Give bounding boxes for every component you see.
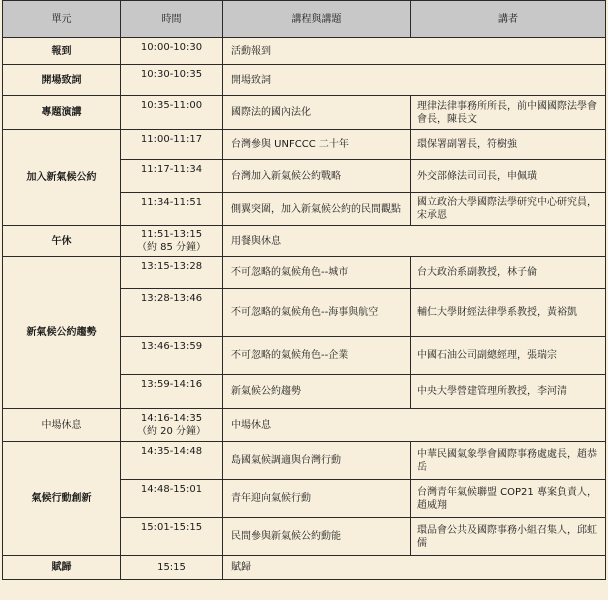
time-cell: 11:34-11:51 [121, 193, 223, 226]
speaker-cell: 環品會公共及國際事務小組召集人，邱虹儒 [411, 518, 606, 556]
unit-cell: 開場致詞 [3, 65, 121, 96]
table-row [3, 96, 606, 130]
topic-cell: 青年迎向氣候行動 [223, 480, 411, 518]
unit-cell: 報到 [3, 38, 121, 65]
time-cell: 13:59-14:16 [121, 375, 223, 409]
header-time: 時間 [121, 1, 223, 38]
topic-cell: 島國氣候調適與台灣行動 [223, 442, 411, 480]
speaker-cell: 中央大學營建管理所教授，李河清 [411, 375, 606, 409]
time-cell: 13:46-13:59 [121, 337, 223, 375]
time-cell: 10:35-11:00 [121, 96, 223, 130]
topic-cell: 不可忽略的氣候角色--海事與航空 [223, 289, 411, 337]
time-cell: 13:15-13:28 [121, 257, 223, 289]
topic-cell: 中場休息 [223, 409, 606, 442]
speaker-cell: 國立政治大學國際法學研究中心研究員，宋承恩 [411, 193, 606, 226]
table-row [3, 442, 606, 480]
topic-cell: 開場致詞 [223, 65, 606, 96]
speaker-cell: 外交部條法司司長，申佩璜 [411, 160, 606, 193]
header-unit: 單元 [3, 1, 121, 38]
topic-cell: 活動報到 [223, 38, 606, 65]
unit-cell: 午休 [3, 226, 121, 257]
topic-cell: 台灣加入新氣候公約戰略 [223, 160, 411, 193]
topic-cell: 側翼突圍，加入新氣候公約的民間觀點 [223, 193, 411, 226]
table-row [3, 409, 606, 442]
time-cell: 14:35-14:48 [121, 442, 223, 480]
table-row [3, 130, 606, 160]
table-row [3, 65, 606, 96]
time-cell: 10:30-10:35 [121, 65, 223, 96]
topic-cell: 台灣參與 UNFCCC 二十年 [223, 130, 411, 160]
topic-cell: 賦歸 [223, 556, 606, 580]
time-cell: 11:00-11:17 [121, 130, 223, 160]
speaker-cell: 中華民國氣象學會國際事務處處長，趙恭岳 [411, 442, 606, 480]
unit-cell: 賦歸 [3, 556, 121, 580]
time-cell: 10:00-10:30 [121, 38, 223, 65]
time-cell: 13:28-13:46 [121, 289, 223, 337]
header-speaker: 講者 [411, 1, 606, 38]
unit-cell: 氣候行動創新 [3, 442, 121, 556]
speaker-cell: 台大政治系副教授，林子倫 [411, 257, 606, 289]
time-cell: 15:01-15:15 [121, 518, 223, 556]
speaker-cell: 理律法律事務所所長，前中國國際法學會會長，陳長文 [411, 96, 606, 130]
time-duration-note: （約 20 分鐘） [136, 426, 207, 437]
speaker-cell: 台灣青年氣候聯盟 COP21 專案負責人，趙威翔 [411, 480, 606, 518]
time-cell: 15:15 [121, 556, 223, 580]
unit-cell: 新氣候公約趨勢 [3, 257, 121, 409]
time-range: 14:16-14:35 [140, 413, 203, 424]
unit-cell: 中場休息 [3, 409, 121, 442]
table-row [3, 257, 606, 289]
speaker-cell: 環保署副署長，符樹強 [411, 130, 606, 160]
time-duration-note: （約 85 分鐘） [136, 242, 207, 253]
speaker-cell: 中國石油公司副總經理，張瑞宗 [411, 337, 606, 375]
table-row [3, 556, 606, 580]
agenda-table [2, 0, 606, 580]
time-cell: 11:17-11:34 [121, 160, 223, 193]
topic-cell: 用餐與休息 [223, 226, 606, 257]
topic-cell: 新氣候公約趨勢 [223, 375, 411, 409]
topic-cell: 不可忽略的氣候角色--企業 [223, 337, 411, 375]
unit-cell: 加入新氣候公約 [3, 130, 121, 226]
header-row [3, 1, 606, 38]
speaker-cell: 輔仁大學財經法律學系教授，黃裕凱 [411, 289, 606, 337]
unit-cell: 專題演講 [3, 96, 121, 130]
time-cell [121, 409, 223, 442]
time-cell: 14:48-15:01 [121, 480, 223, 518]
time-range: 11:51-13:15 [140, 229, 203, 240]
header-topic: 講程與講題 [223, 1, 411, 38]
table-row [3, 38, 606, 65]
time-cell [121, 226, 223, 257]
topic-cell: 不可忽略的氣候角色--城市 [223, 257, 411, 289]
topic-cell: 國際法的國內法化 [223, 96, 411, 130]
table-row [3, 226, 606, 257]
topic-cell: 民間參與新氣候公約動能 [223, 518, 411, 556]
